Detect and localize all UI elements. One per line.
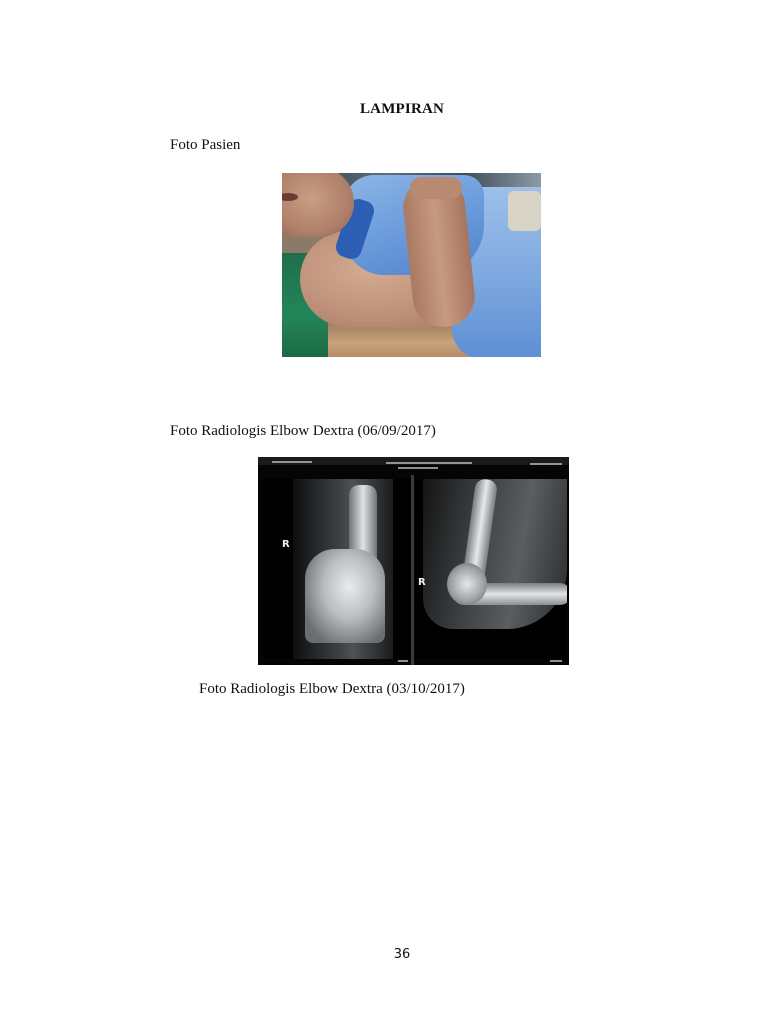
photo-mouth (282, 193, 298, 201)
xray-print-text (272, 461, 312, 463)
xray-print-text (386, 462, 472, 464)
photo-face (282, 173, 354, 237)
patient-photo (282, 173, 541, 357)
xray-print-text (530, 463, 562, 465)
xray-image (258, 457, 569, 665)
caption-xray-first: Foto Radiologis Elbow Dextra (06/09/2017) (170, 423, 436, 439)
xray-print-text (550, 660, 562, 662)
xray-ap-view (263, 479, 411, 659)
xray-film-divider (411, 475, 414, 665)
caption-xray-second: Foto Radiologis Elbow Dextra (03/10/2017) (199, 681, 465, 697)
xray-elbow-joint (305, 549, 385, 643)
xray-lateral-view (415, 479, 567, 659)
photo-towel (508, 191, 541, 231)
photo-hand (410, 177, 462, 199)
xray-print-text (398, 467, 438, 469)
xray-print-text (398, 660, 408, 662)
page-heading: LAMPIRAN (359, 101, 445, 117)
caption-patient-photo: Foto Pasien (170, 137, 241, 153)
xray-side-marker: R (418, 577, 426, 588)
page-number: 36 (393, 947, 411, 962)
xray-elbow-joint (447, 563, 487, 605)
xray-side-marker: R (282, 539, 290, 550)
